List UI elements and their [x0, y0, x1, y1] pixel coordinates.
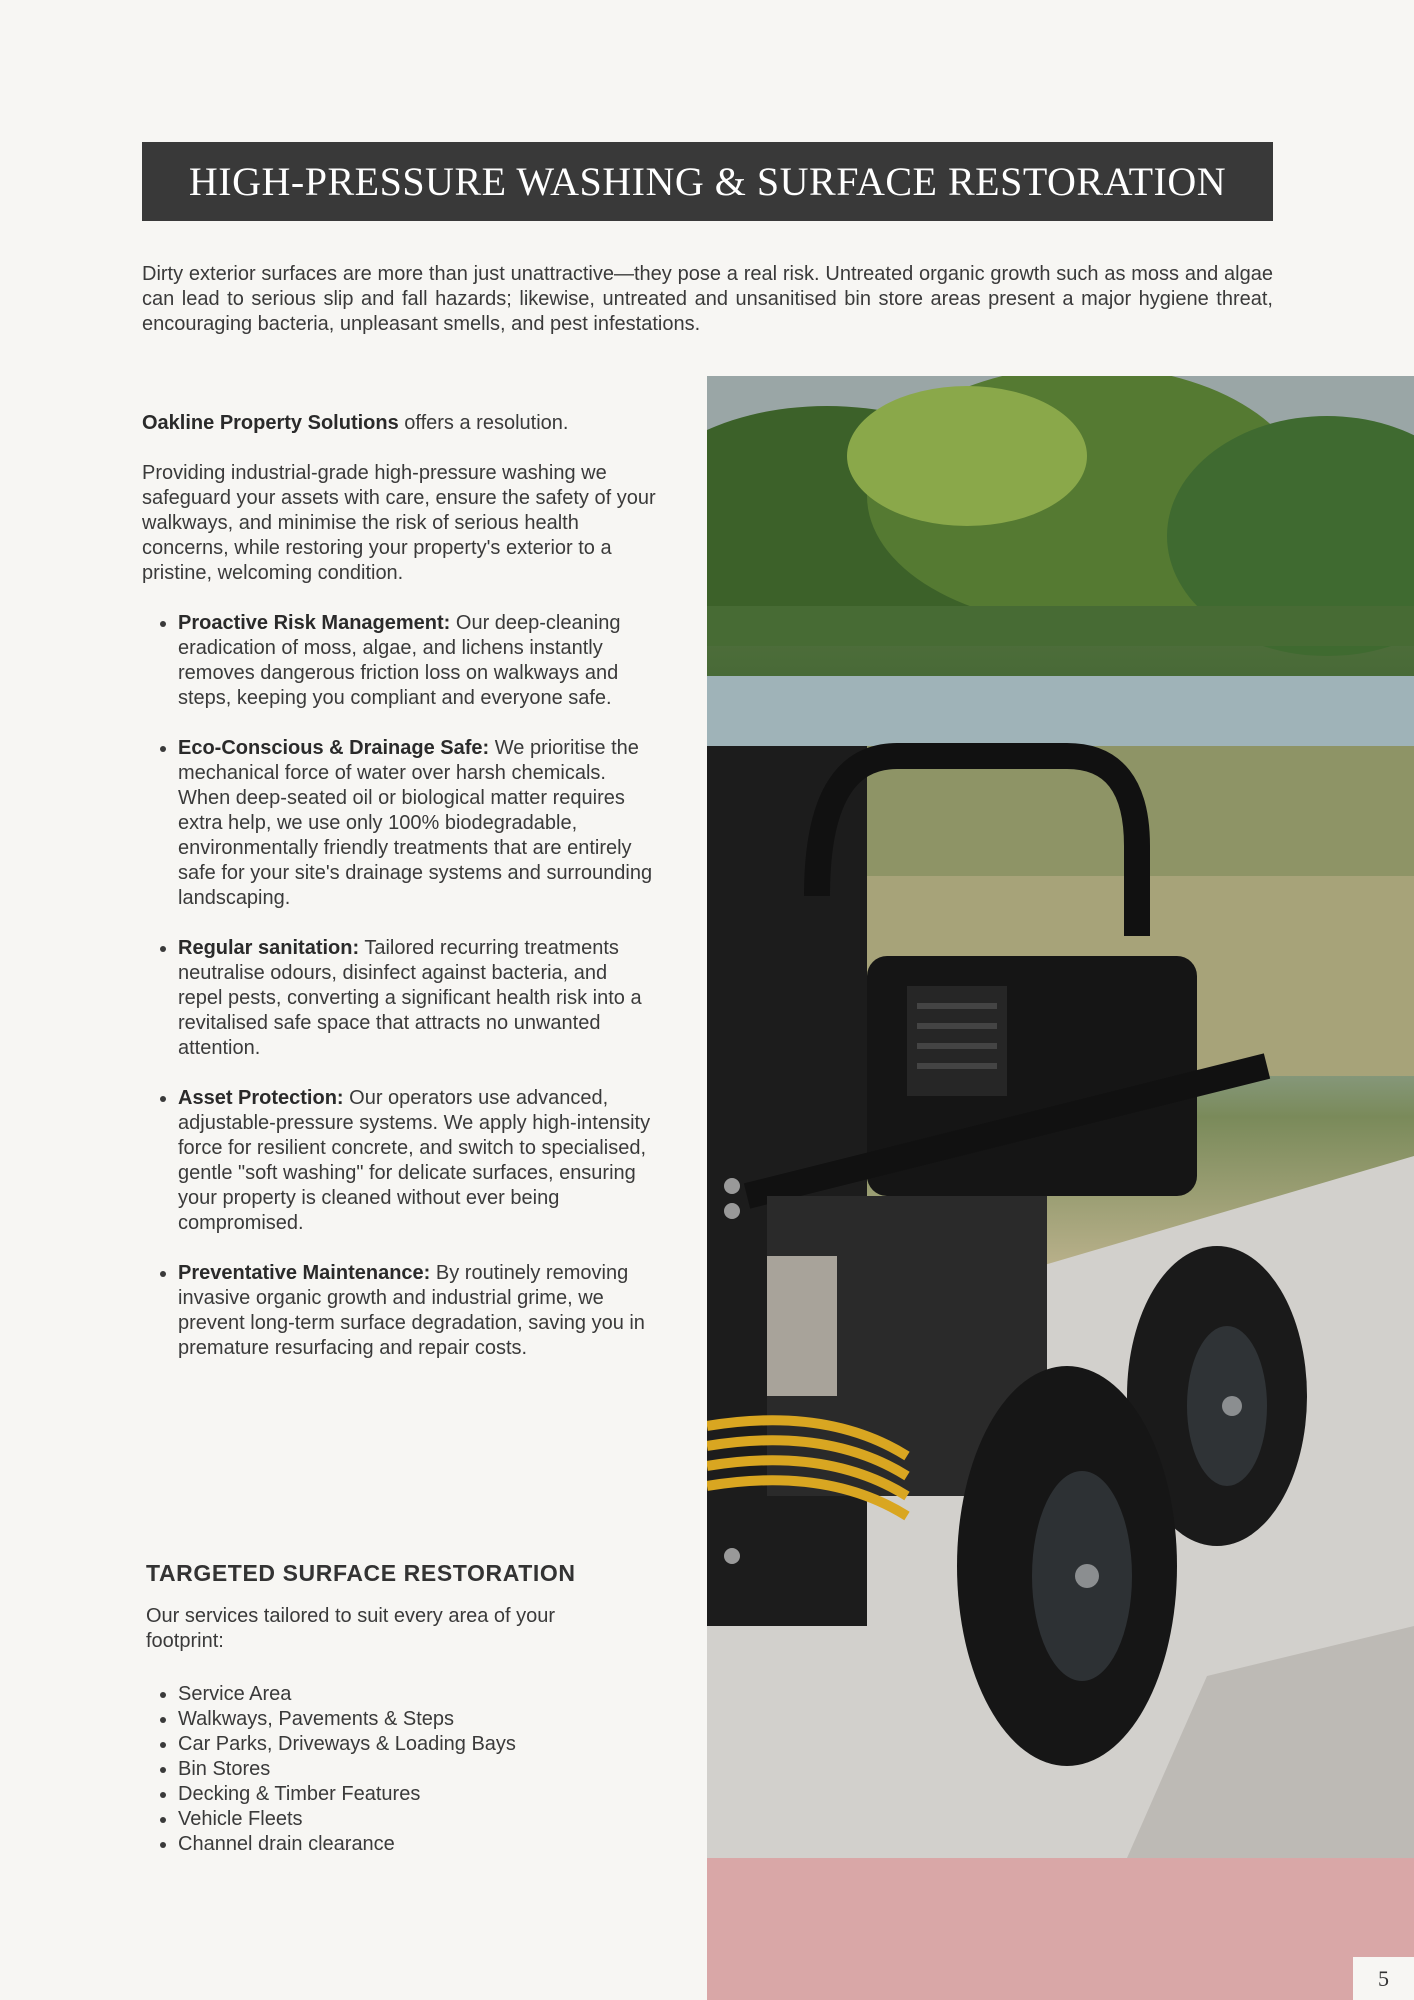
section-subtitle: Our services tailored to suit every area of your footprint:: [146, 1605, 556, 1652]
description-paragraph: Providing industrial-grade high-pressure washing we safeguard your assets with care, ensure the safety of your walkways, and minimise the risk of serious health concerns, while restoring your property's exterior to a pristine, welcoming condition.: [142, 462, 656, 584]
feature-title: Regular sanitation:: [178, 937, 360, 959]
list-item: • Bin Stores: [178, 1757, 516, 1782]
feature-list: [142, 611, 657, 1361]
list-item: • Vehicle Fleets: [178, 1807, 516, 1832]
feature-title: Preventative Maintenance:: [178, 1262, 431, 1284]
feature-text: Tailored recurring treatments neutralise odours, disinfect against bacteria, and repel pests, converting a significant health risk into a revitalised safe space that attracts no unwanted attention.: [178, 937, 642, 1059]
feature-item: [178, 1261, 657, 1361]
content-column: [142, 411, 657, 1386]
service-area-list: [142, 1682, 516, 1857]
accent-block: [707, 1858, 1414, 2000]
feature-title: Proactive Risk Management:: [178, 612, 451, 634]
lead-line: [142, 411, 657, 436]
feature-title: Eco-Conscious & Drainage Safe:: [178, 737, 490, 759]
pressure-washer-illustration: [707, 376, 1414, 1858]
section-heading: TARGETED SURFACE RESTORATION: [146, 1560, 576, 1586]
list-item: • Service Area: [178, 1682, 516, 1707]
feature-item: [178, 936, 657, 1061]
page-title: HIGH-PRESSURE WASHING & SURFACE RESTORATION: [142, 142, 1273, 221]
list-item: • Channel drain clearance: [178, 1832, 516, 1857]
list-item: • Decking & Timber Features: [178, 1782, 516, 1807]
feature-text: By routinely removing invasive organic growth and industrial grime, we prevent long-term surface degradation, saving you in premature resurfacing and repair costs.: [178, 1262, 645, 1359]
intro-paragraph: Dirty exterior surfaces are more than just unattractive—they pose a real risk. Untreated organic growth such as moss and algae can lead to serious slip and fall hazards; likewise, untreated and unsanitised bin store areas present a major hygiene threat, encouraging bacteria, unpleasant smells, and pest infestations.: [142, 263, 1273, 335]
pressure-washer-photo: [707, 376, 1414, 1858]
page-number: 5: [1353, 1957, 1414, 2000]
feature-text: Our operators use advanced, adjustable-pressure systems. We apply high-intensity force for resilient concrete, and switch to specialised, gentle "soft washing" for delicate surfaces, ensuring your property is cleaned without ever being compromised.: [178, 1087, 651, 1234]
lead-rest: offers a resolution.: [398, 412, 569, 434]
feature-item: [178, 611, 657, 711]
feature-item: [178, 1086, 657, 1236]
company-name: Oakline Property Solutions: [142, 412, 399, 434]
feature-item: [178, 736, 657, 911]
feature-text: Our deep-cleaning eradication of moss, algae, and lichens instantly removes dangerous friction loss on walkways and steps, keeping you compliant and everyone safe.: [178, 612, 621, 709]
feature-title: Asset Protection:: [178, 1087, 344, 1109]
list-item: • Car Parks, Driveways & Loading Bays: [178, 1732, 516, 1757]
list-item: • Walkways, Pavements & Steps: [178, 1707, 516, 1732]
feature-text: We prioritise the mechanical force of water over harsh chemicals. When deep-seated oil or biological matter requires extra help, we use only 100% biodegradable, environmentally friendly treatments that are entirely safe for your site's drainage systems and surrounding landscaping.: [178, 737, 653, 909]
